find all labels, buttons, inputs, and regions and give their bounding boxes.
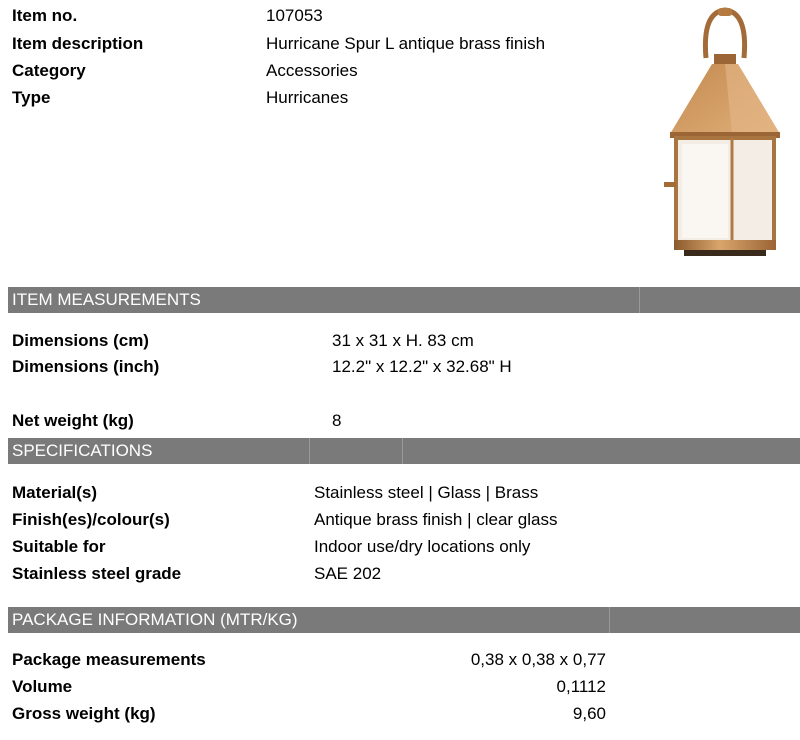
specifications-bar: [8, 438, 800, 464]
volume-label: Volume: [12, 677, 73, 696]
bar-divider: [609, 607, 610, 633]
dimensions-inch-label: Dimensions (inch): [12, 357, 160, 376]
materials-label: Material(s): [12, 483, 98, 502]
steel-grade-value: SAE 202: [314, 564, 382, 583]
type-value: Hurricanes: [266, 88, 349, 107]
bar-divider: [309, 438, 310, 464]
finish-label: Finish(es)/colour(s): [12, 510, 170, 529]
product-image-lantern: [662, 6, 788, 260]
suitable-for-label: Suitable for: [12, 537, 106, 556]
item-description-label: Item description: [12, 34, 144, 53]
gross-weight-label: Gross weight (kg): [12, 704, 156, 723]
dimensions-cm-label: Dimensions (cm): [12, 331, 149, 350]
item-measurements-bar: [8, 287, 800, 313]
materials-value: Stainless steel | Glass | Brass: [314, 483, 539, 502]
steel-grade-label: Stainless steel grade: [12, 564, 182, 583]
bar-divider: [402, 438, 403, 464]
net-weight-label: Net weight (kg): [12, 411, 134, 430]
gross-weight-value: 9,60: [572, 704, 606, 723]
package-measurements-value: 0,38 x 0,38 x 0,77: [470, 650, 606, 669]
dimensions-cm-value: 31 x 31 x H. 83 cm: [332, 331, 474, 350]
bar-divider: [639, 287, 640, 313]
dimensions-inch-value: 12.2" x 12.2" x 32.68" H: [332, 357, 512, 376]
package-information-title: PACKAGE INFORMATION (MTR/KG): [12, 610, 298, 629]
category-label: Category: [12, 61, 86, 80]
item-no-value: 107053: [266, 6, 323, 25]
item-description-value: Hurricane Spur L antique brass finish: [266, 34, 546, 53]
suitable-for-value: Indoor use/dry locations only: [314, 537, 531, 556]
type-label: Type: [12, 88, 51, 107]
finish-value: Antique brass finish | clear glass: [314, 510, 558, 529]
package-measurements-label: Package measurements: [12, 650, 206, 669]
specifications-title: SPECIFICATIONS: [12, 441, 153, 460]
item-measurements-title: ITEM MEASUREMENTS: [12, 290, 201, 309]
volume-value: 0,1112: [556, 677, 606, 696]
package-information-bar: [8, 607, 800, 633]
category-value: Accessories: [266, 61, 358, 80]
item-no-label: Item no.: [12, 6, 78, 25]
net-weight-value: 8: [332, 411, 342, 430]
